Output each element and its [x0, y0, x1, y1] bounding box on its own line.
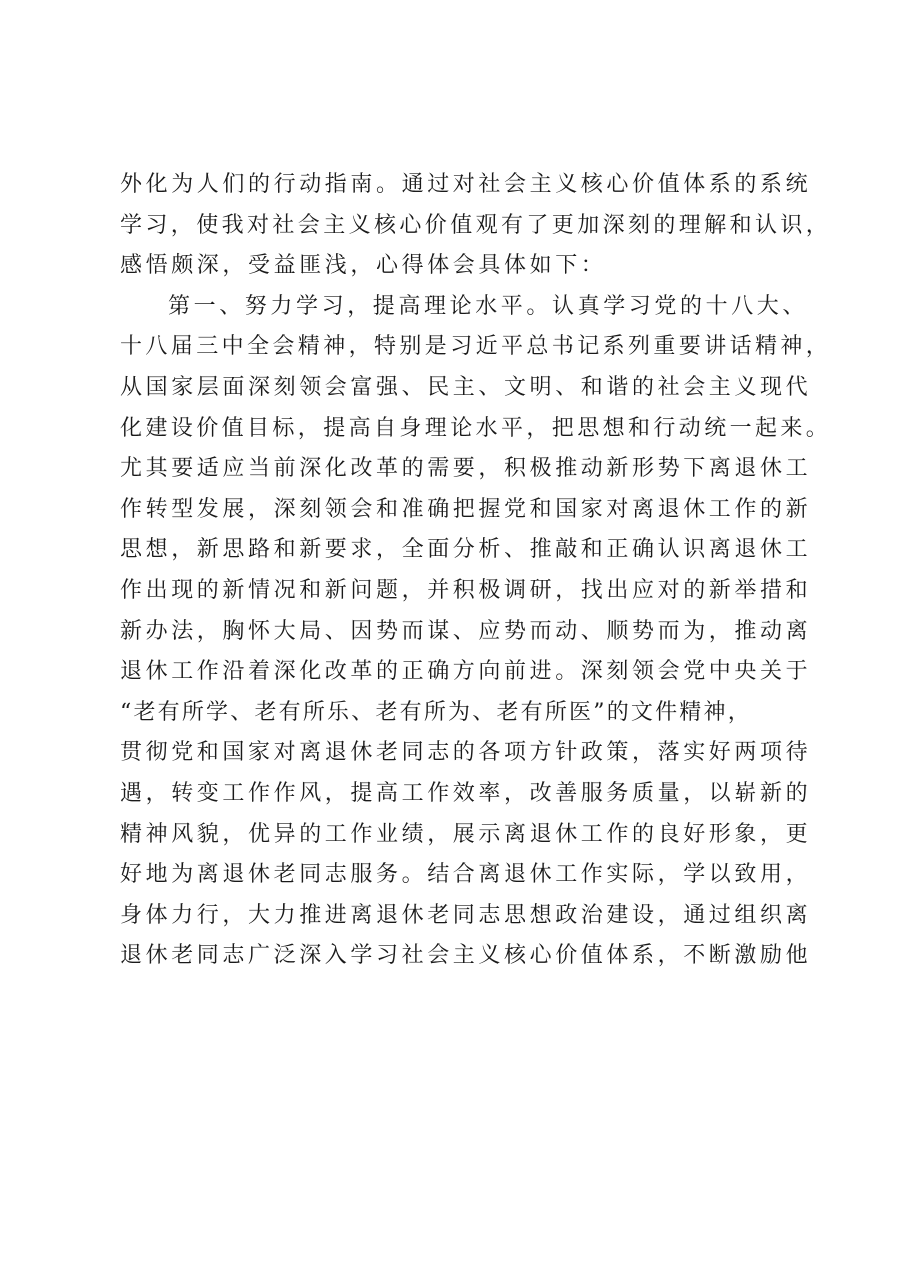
text-line: 作出现的新情况和新问题，并积极调研，找出应对的新举措和 — [120, 577, 812, 603]
text-line: 遇，转变工作作风，提高工作效率，改善服务质量，以崭新的 — [120, 780, 812, 806]
text-line: 贯彻党和国家对离退休老同志的各项方针政策，落实好两项待 — [120, 740, 812, 766]
paragraph-first-line: 第一、努力学习，提高理论水平。认真学习党的十八大、 — [168, 293, 809, 319]
text-line: 退休老同志广泛深入学习社会主义核心价值体系，不断激励他 — [120, 943, 812, 969]
text-line: 作转型发展，深刻领会和准确把握党和国家对离退休工作的新 — [120, 496, 812, 522]
text-line: 学习，使我对社会主义核心价值观有了更加深刻的理解和认识， — [120, 212, 832, 238]
text-line: 感悟颇深，受益匪浅，心得体会具体如下： — [120, 253, 607, 279]
body-text — [120, 165, 832, 977]
text-line: 精神风貌，优异的工作业绩，展示离退休工作的良好形象，更 — [120, 821, 812, 847]
text-line: 化建设价值目标，提高自身理论水平，把思想和行动统一起来。 — [120, 415, 832, 441]
text-line: 尤其要适应当前深化改革的需要，积极推动新形势下离退休工 — [120, 456, 812, 482]
text-line: 十八届三中全会精神，特别是习近平总书记系列重要讲话精神， — [120, 334, 832, 360]
text-line: 身体力行，大力推进离退休老同志思想政治建设，通过组织离 — [120, 902, 812, 928]
text-line: 好地为离退休老同志服务。结合离退休工作实际，学以致用， — [120, 862, 812, 888]
text-line: 从国家层面深刻领会富强、民主、文明、和谐的社会主义现代 — [120, 374, 812, 400]
text-line: 思想，新思路和新要求，全面分析、推敲和正确认识离退休工 — [120, 537, 812, 563]
text-line: 退休工作沿着深化改革的正确方向前进。深刻领会党中央关于 — [120, 659, 812, 685]
text-line: 新办法，胸怀大局、因势而谋、应势而动、顺势而为，推动离 — [120, 618, 812, 644]
text-line: 外化为人们的行动指南。通过对社会主义核心价值体系的系统 — [120, 172, 812, 197]
text-line: “老有所学、老有所乐、老有所为、老有所医”的文件精神， — [120, 699, 752, 725]
